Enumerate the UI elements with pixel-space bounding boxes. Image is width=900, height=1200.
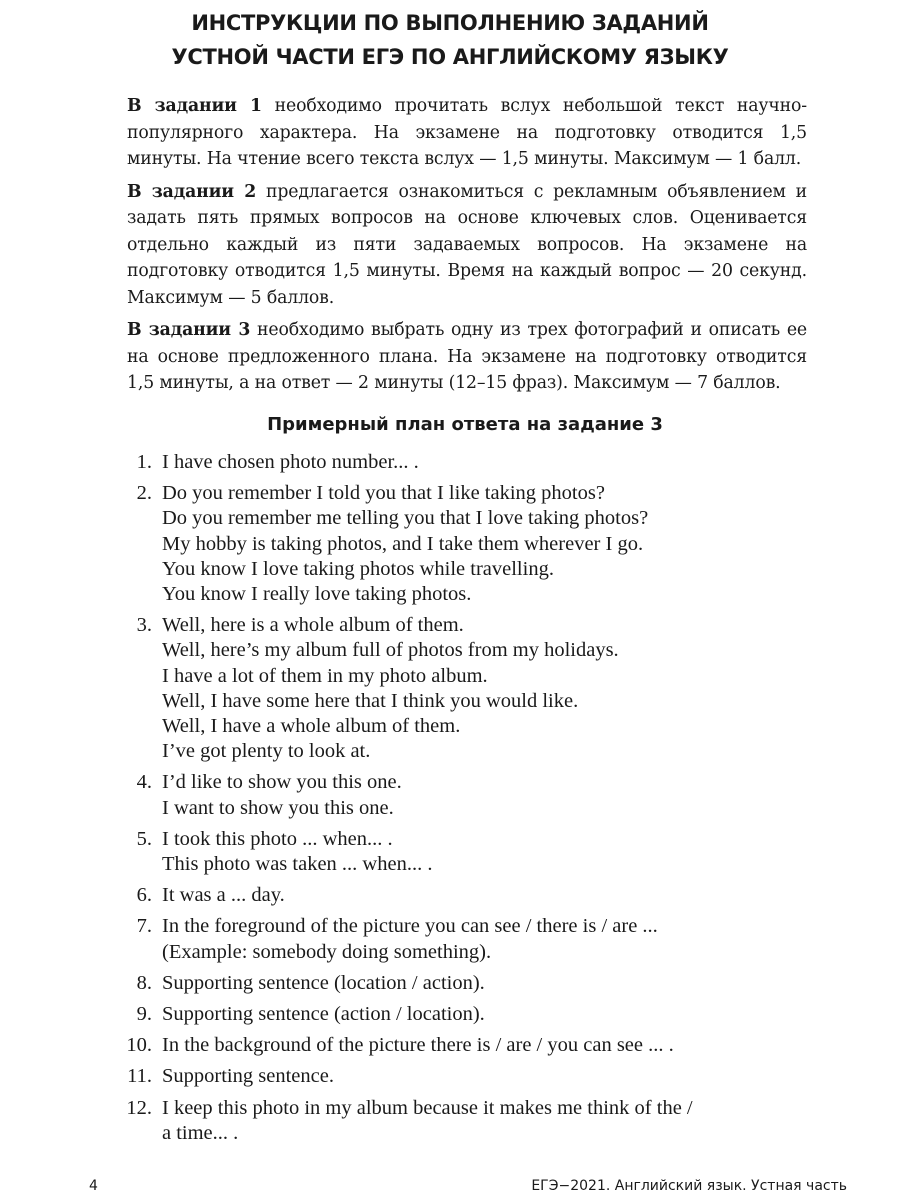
page-title xyxy=(0,6,900,74)
plan-item-line: I want to show you this one. xyxy=(162,796,394,819)
plan-item xyxy=(0,827,900,877)
plan-item xyxy=(0,971,900,996)
plan-item-number: 9. xyxy=(136,1003,152,1026)
plan-item xyxy=(0,1064,900,1089)
plan-item-line: Well, here’s my album full of photos from my holidays. xyxy=(162,639,619,662)
plan-item-number: 6. xyxy=(136,884,152,907)
plan-item xyxy=(0,450,900,475)
plan-item-number: 1. xyxy=(136,451,152,473)
plan-item-line: I have a lot of them in my photo album. xyxy=(162,664,488,687)
page-title-line-1: ИНСТРУКЦИИ ПО ВЫПОЛНЕНИЮ ЗАДАНИЙ xyxy=(191,11,709,35)
plan-item-line: You know I really love taking photos. xyxy=(162,583,472,606)
plan-item-number: 3. xyxy=(136,614,152,637)
plan-item-line: I keep this photo in my album because it makes me think of the / xyxy=(162,1096,693,1119)
plan-item-number: 2. xyxy=(136,482,152,505)
plan-item-line: a time... . xyxy=(162,1121,239,1144)
page-title-line-2: УСТНОЙ ЧАСТИ ЕГЭ ПО АНГЛИЙСКОМУ ЯЗЫКУ xyxy=(171,45,729,69)
plan-item xyxy=(0,1033,900,1058)
instruction-task-3 xyxy=(127,317,807,397)
instruction-task-1-label: В задании 1 xyxy=(127,96,262,116)
plan-item-line: This photo was taken ... when... . xyxy=(162,853,433,876)
plan-item-line: Well, I have some here that I think you would like. xyxy=(162,689,579,712)
plan-item-line: My hobby is taking photos, and I take them wherever I go. xyxy=(162,532,644,555)
plan-item-number: 4. xyxy=(136,771,152,794)
plan-item-number: 12. xyxy=(126,1096,152,1119)
plan-item-line: Well, here is a whole album of them. xyxy=(162,614,464,637)
plan-list xyxy=(0,450,900,1152)
plan-item-line: I took this photo ... when... . xyxy=(162,827,393,850)
plan-item-line: I’d like to show you this one. xyxy=(162,771,402,794)
plan-item-line: (Example: somebody doing something). xyxy=(162,940,492,963)
plan-item xyxy=(0,883,900,908)
plan-item-number: 8. xyxy=(136,971,152,994)
plan-item-line: Supporting sentence (location / action). xyxy=(162,971,485,994)
plan-item-number: 7. xyxy=(136,915,152,938)
plan-item-line: Do you remember I told you that I like taking photos? xyxy=(162,482,605,505)
plan-item-number: 11. xyxy=(127,1065,152,1088)
instruction-task-3-body: необходимо выбрать одну из трех фотографий и описать ее на основе предложенного плана. На экзамене на подготовку отводится 1,5 минуты, а на ответ — 2 минуты (12–15 фраз). Максимум — 7 баллов. xyxy=(127,320,807,393)
plan-item xyxy=(0,770,900,820)
plan-item xyxy=(0,1096,900,1146)
plan-item xyxy=(0,481,900,607)
plan-item-line: I’ve got plenty to look at. xyxy=(162,740,371,763)
instruction-task-3-label: В задании 3 xyxy=(127,320,251,340)
plan-item-line: Well, I have a whole album of them. xyxy=(162,715,461,738)
instruction-task-2-body: предлагается ознакомиться с рекламным объявлением и задать пять прямых вопросов на основе ключевых слов. Оценивается отдельно каждый из пяти задаваемых вопросов. На экзамене на подготовку отводится 1,5 минуты. Время на каждый вопрос — 20 секунд. Максимум — 5 баллов. xyxy=(127,181,807,308)
plan-item-number: 10. xyxy=(126,1034,152,1057)
plan-title: Примерный план ответа на задание 3 xyxy=(267,414,663,435)
plan-item-line: It was a ... day. xyxy=(162,884,285,907)
plan-item xyxy=(0,914,900,964)
instruction-task-1 xyxy=(127,93,807,173)
instructions-text xyxy=(127,93,807,403)
plan-item xyxy=(0,613,900,764)
instruction-task-2-label: В задании 2 xyxy=(127,181,257,202)
plan-item-line: Supporting sentence. xyxy=(162,1065,334,1088)
instruction-task-2 xyxy=(127,179,807,312)
plan-item xyxy=(0,1002,900,1027)
page-number: 4 xyxy=(89,1178,98,1194)
plan-item-line: I have chosen photo number... . xyxy=(162,451,419,473)
plan-item-line: In the background of the picture there is / are / you can see ... . xyxy=(162,1034,674,1057)
running-title: ЕГЭ−2021. Английский язык. Устная часть xyxy=(531,1178,847,1194)
instruction-task-1-body: необходимо прочитать вслух небольшой текст научно-популярного характера. На экзамене на подготовку отводится 1,5 минуты. На чтение всего текста вслух — 1,5 минуты. Максимум — 1 балл. xyxy=(127,96,807,169)
plan-item-line: Do you remember me telling you that I love taking photos? xyxy=(162,507,649,530)
plan-item-number: 5. xyxy=(136,827,152,850)
plan-item-line: Supporting sentence (action / location). xyxy=(162,1003,485,1026)
plan-item-line: You know I love taking photos while travelling. xyxy=(162,557,554,580)
plan-item-line: In the foreground of the picture you can see / there is / are ... xyxy=(162,915,658,938)
